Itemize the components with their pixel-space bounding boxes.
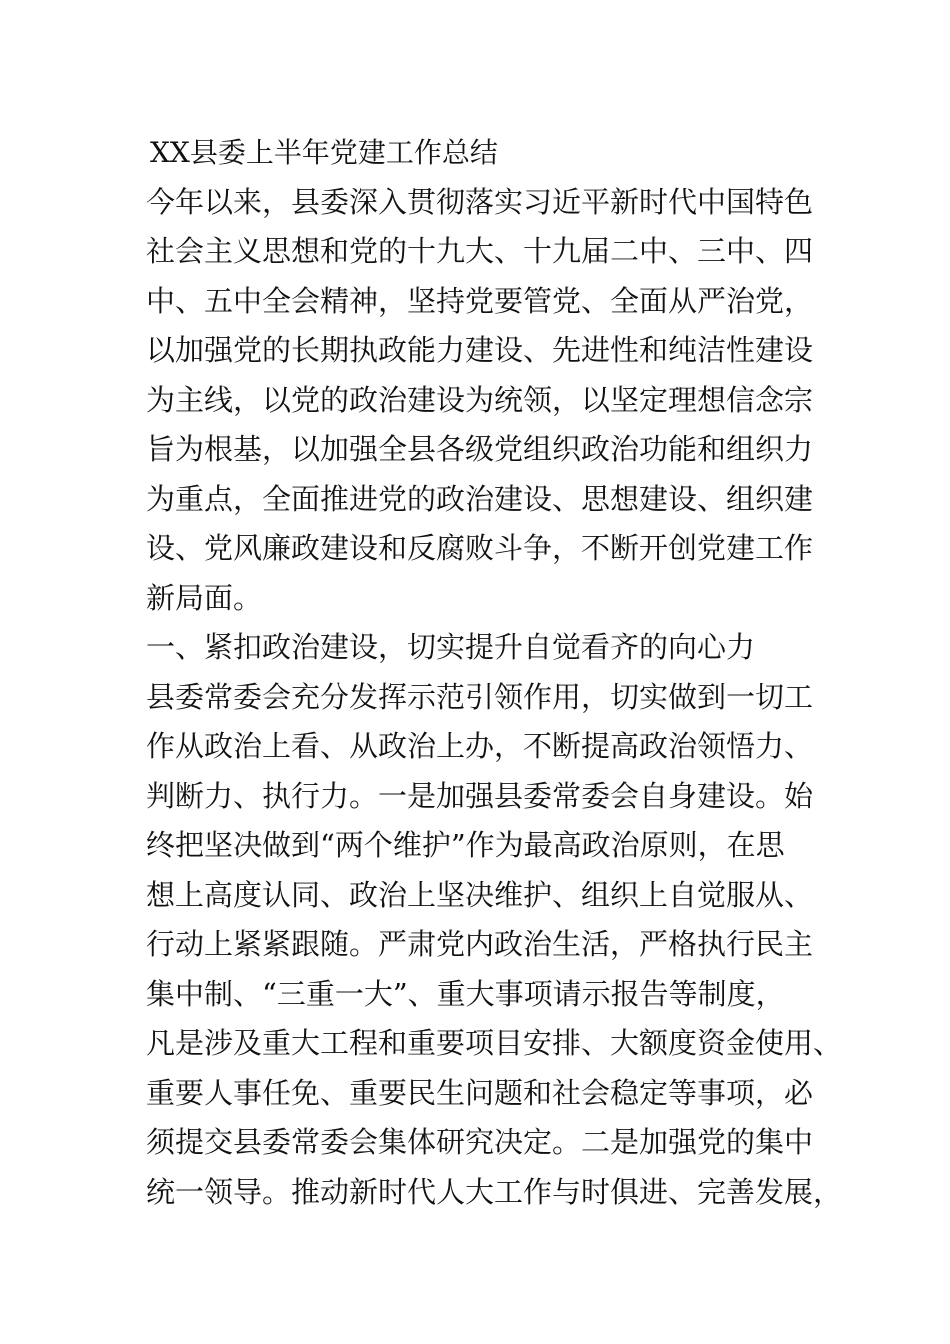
- body-line: 终把坚决做到“两个维护”作为最高政治原则，在思: [146, 828, 785, 862]
- body-line: 想上高度认同、政治上坚决维护、组织上自觉服从、: [146, 877, 814, 912]
- body-line: 为主线，以党的政治建设为统领，以坚定理想信念宗: [146, 382, 814, 417]
- body-line: 为重点，全面推进党的政治建设、思想建设、组织建: [146, 481, 814, 516]
- document-title: XX县委上半年党建工作总结: [150, 136, 498, 169]
- section-heading: 一、紧扣政治建设，切实提升自觉看齐的向心力: [146, 630, 756, 664]
- body-line: 行动上紧紧跟随。严肃党内政治生活，严格执行民主: [146, 927, 814, 961]
- body-line: 集中制、“三重一大”、重大事项请示报告等制度，: [146, 976, 785, 1011]
- body-line: 判断力、执行力。一是加强县委常委会自身建设。始: [146, 778, 814, 813]
- body-line: 今年以来，县委深入贯彻落实习近平新时代中国特色: [146, 184, 814, 219]
- body-line: 县委常委会充分发挥示范引领作用，切实做到一切工: [146, 679, 814, 714]
- body-line: 新局面。: [146, 580, 263, 615]
- body-line: 中、五中全会精神，坚持党要管党、全面从严治党，: [146, 283, 814, 318]
- body-line: 须提交县委常委会集体研究决定。二是加强党的集中: [146, 1125, 814, 1159]
- body-line: 设、党风廉政建设和反腐败斗争，不断开创党建工作: [146, 531, 814, 565]
- document-body: [146, 128, 846, 1217]
- body-line: 旨为根基，以加强全县各级党组织政治功能和组织力: [146, 432, 814, 466]
- body-line: 社会主义思想和党的十九大、十九届二中、三中、四: [146, 234, 814, 268]
- body-line: 作从政治上看、从政治上办，不断提高政治领悟力、: [146, 729, 814, 763]
- body-line: 统一领导。推动新时代人大工作与时俱进、完善发展，: [146, 1174, 843, 1209]
- body-line: 以加强党的长期执政能力建设、先进性和纯洁性建设: [146, 333, 814, 367]
- body-line: 凡是涉及重大工程和重要项目安排、大额度资金使用、: [146, 1026, 843, 1060]
- body-line: 重要人事任免、重要民生问题和社会稳定等事项，必: [146, 1075, 814, 1110]
